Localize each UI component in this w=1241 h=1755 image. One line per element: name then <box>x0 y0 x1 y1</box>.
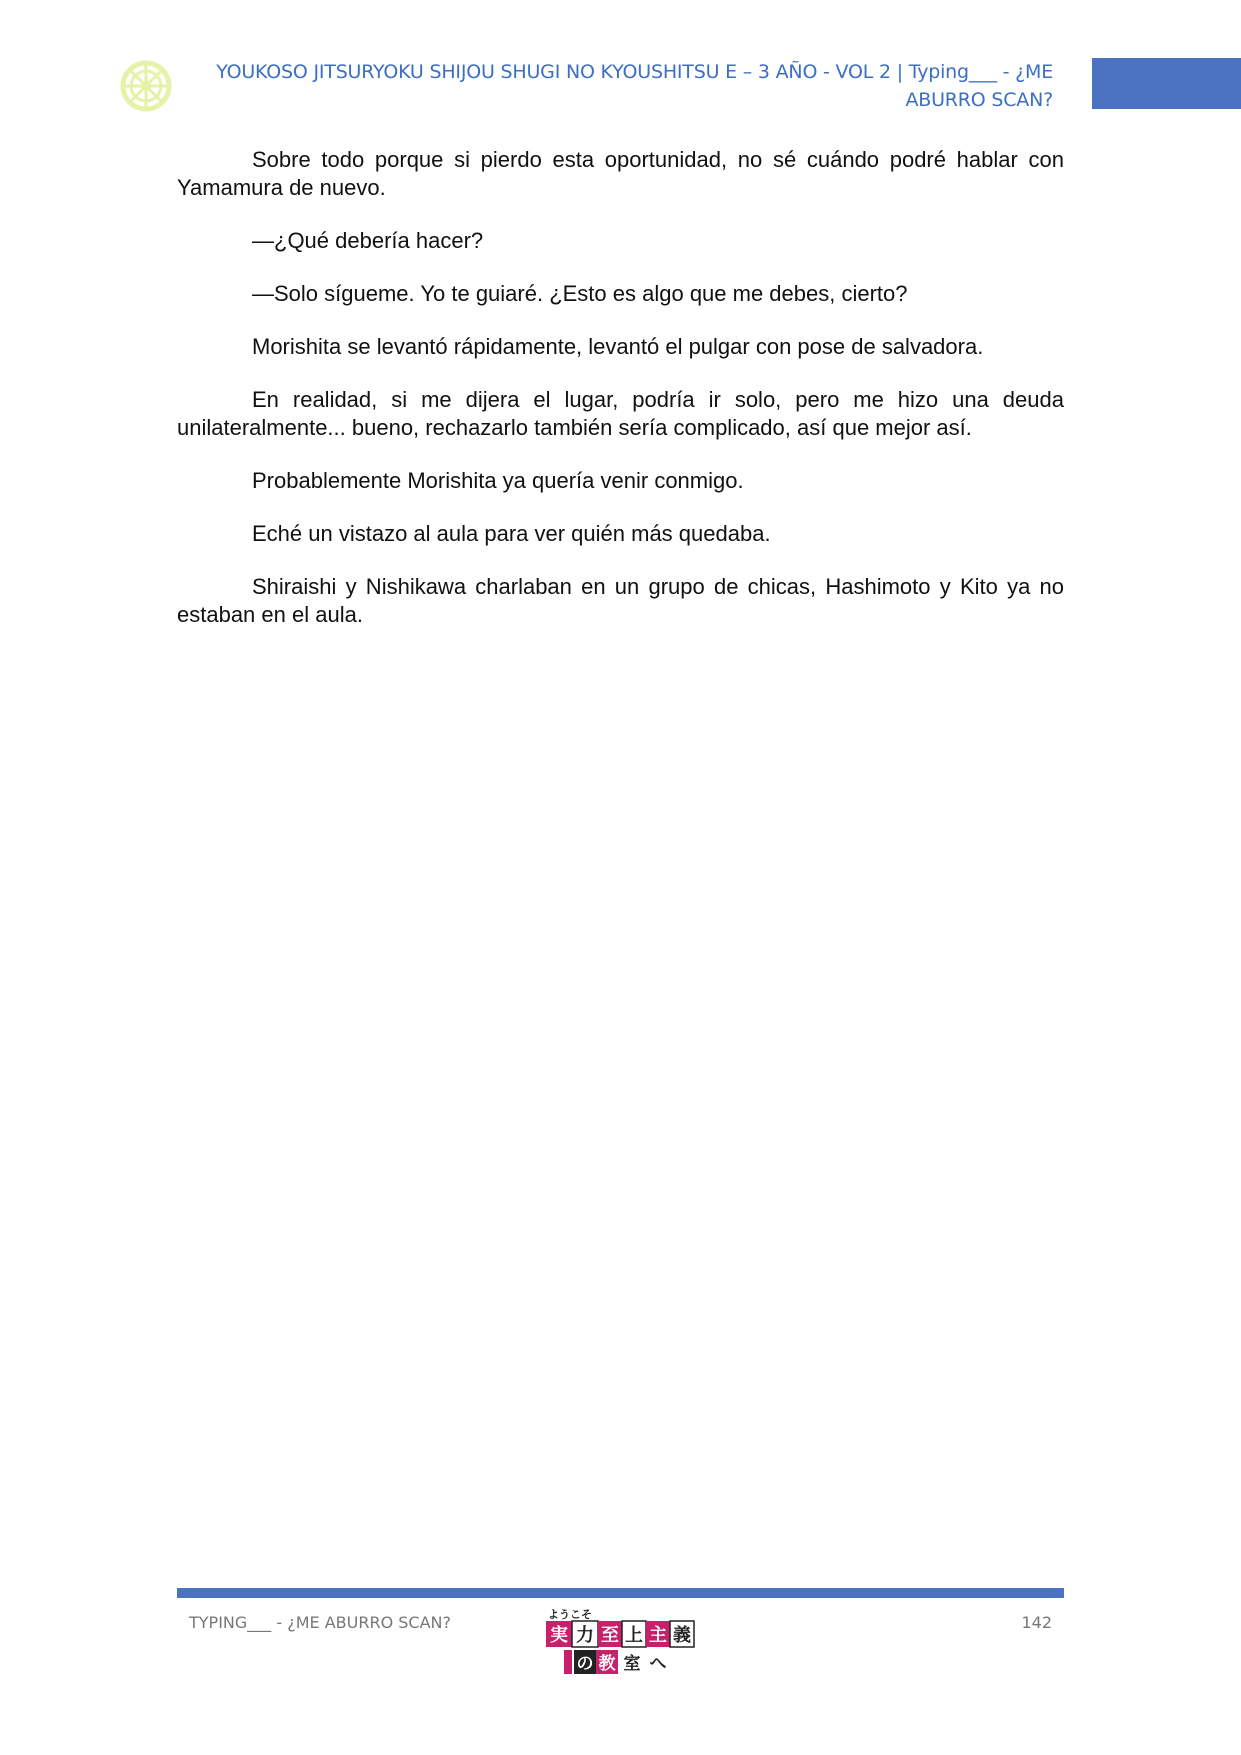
logo-char: 実 <box>550 1625 568 1646</box>
paragraph: En realidad, si me dijera el lugar, podría ir solo, pero me hizo una deuda unilateralmente... bueno, rechazarlo también sería complicado, así que mejor así. <box>177 387 1064 440</box>
paragraph: —Solo sígueme. Yo te guiaré. ¿Esto es algo que me debes, cierto? <box>252 281 908 306</box>
logo-char: 室 <box>623 1654 641 1674</box>
paragraph: —¿Qué debería hacer? <box>252 228 484 253</box>
header-title-line-1: YOUKOSO JITSURYOKU SHIJOU SHUGI NO KYOUSHITSU E – 3 AÑO - VOL 2 | Typing___ - ¿ME <box>216 61 1053 83</box>
page-number: 142 <box>1021 1613 1052 1632</box>
logo-top-text: ようこそ <box>548 1608 592 1621</box>
paragraph: Eché un vistazo al aula para ver quién más quedaba. <box>252 521 771 546</box>
series-title-logo <box>546 1606 696 1676</box>
logo-char: 教 <box>598 1654 616 1674</box>
logo-char: の <box>576 1654 594 1674</box>
paragraph: Morishita se levantó rápidamente, levantó el pulgar con pose de salvadora. <box>252 334 984 359</box>
logo-char: 力 <box>576 1625 594 1646</box>
paragraph: Sobre todo porque si pierdo esta oportunidad, no sé cuándo podré hablar con Yamamura de nuevo. <box>177 147 1064 200</box>
wheel-emblem-icon <box>120 60 172 112</box>
logo-char: 上 <box>625 1625 643 1646</box>
paragraph: Shiraishi y Nishikawa charlaban en un grupo de chicas, Hashimoto y Kito ya no estaban en el aula. <box>177 574 1064 627</box>
paragraph: Probablemente Morishita ya quería venir conmigo. <box>252 468 744 493</box>
footer-credit: TYPING___ - ¿ME ABURRO SCAN? <box>189 1613 451 1632</box>
logo-char: へ <box>649 1654 667 1674</box>
logo-char: 至 <box>601 1625 619 1646</box>
footer-divider <box>177 1588 1064 1598</box>
running-header-title <box>185 58 1053 114</box>
logo-char: 義 <box>673 1625 691 1646</box>
page-body <box>177 146 1064 654</box>
logo-char: 主 <box>649 1625 667 1646</box>
header-title-line-2: ABURRO SCAN? <box>905 89 1053 111</box>
header-accent-bar <box>1092 58 1241 109</box>
